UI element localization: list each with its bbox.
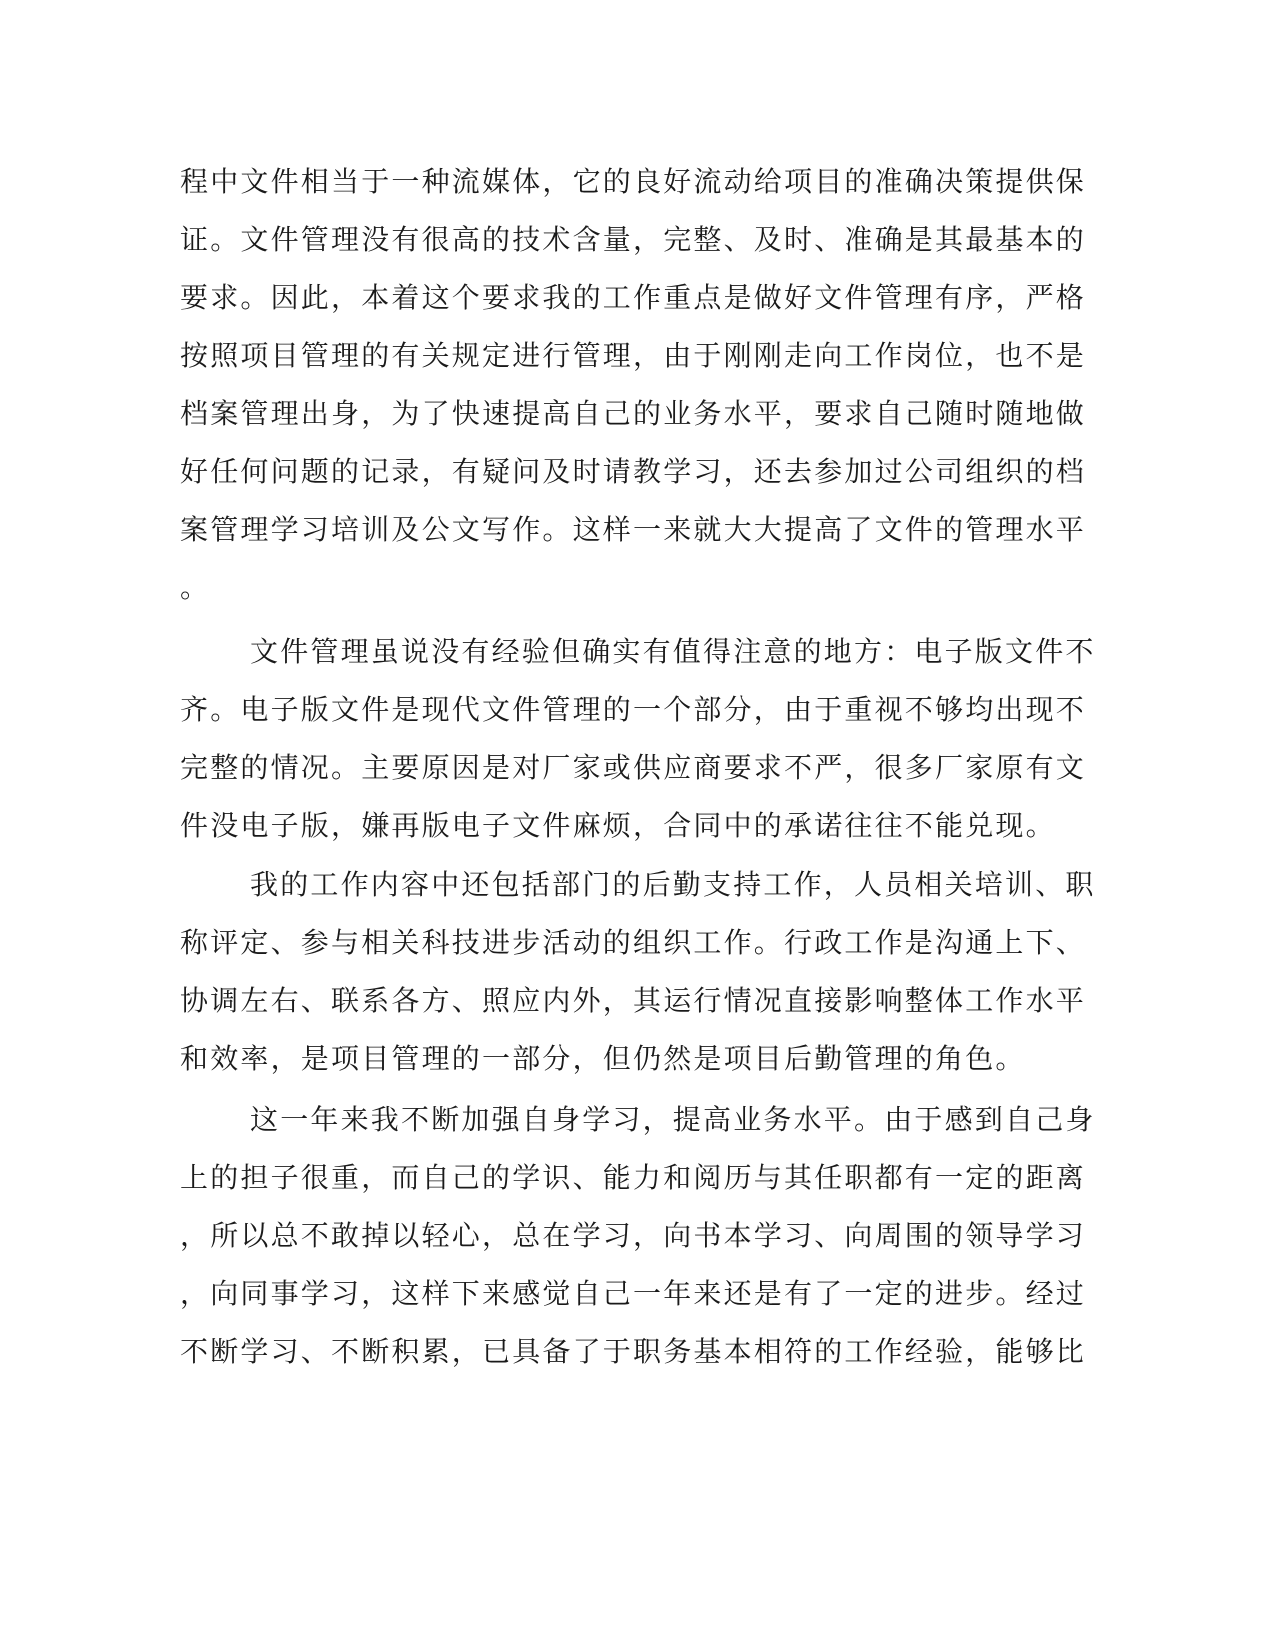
text-line: 和效率，是项目管理的一部分，但仍然是项目后勤管理的角色。 — [180, 1042, 1026, 1075]
text-line: 完整的情况。主要原因是对厂家或供应商要求不严，很多厂家原有文 — [180, 751, 1087, 784]
paragraph-first-line: 我的工作内容中还包括部门的后勤支持工作，人员相关培训、职 — [250, 868, 1096, 901]
text-line: 证。文件管理没有很高的技术含量，完整、及时、准确是其最基本的 — [180, 223, 1087, 256]
text-line: 程中文件相当于一种流媒体，它的良好流动给项目的准确决策提供保 — [180, 165, 1087, 198]
text-line: 件没电子版，嫌再版电子文件麻烦，合同中的承诺往往不能兑现。 — [180, 809, 1056, 842]
paragraph-first-line: 文件管理虽说没有经验但确实有值得注意的地方：电子版文件不 — [250, 635, 1096, 668]
text-line: 不断学习、不断积累，已具备了于职务基本相符的工作经验，能够比 — [180, 1335, 1087, 1368]
text-line: 档案管理出身，为了快速提高自己的业务水平，要求自己随时随地做 — [180, 397, 1087, 430]
text-line: 要求。因此，本着这个要求我的工作重点是做好文件管理有序，严格 — [180, 281, 1087, 314]
text-line: 协调左右、联系各方、照应内外，其运行情况直接影响整体工作水平 — [180, 984, 1087, 1017]
text-line: 齐。电子版文件是现代文件管理的一个部分，由于重视不够均出现不 — [180, 693, 1087, 726]
text-line: ，所以总不敢掉以轻心，总在学习，向书本学习、向周围的领导学习 — [180, 1219, 1087, 1252]
text-line: 好任何问题的记录，有疑问及时请教学习，还去参加过公司组织的档 — [180, 455, 1087, 488]
text-line: 。 — [180, 571, 211, 604]
paragraph-first-line: 这一年来我不断加强自身学习，提高业务水平。由于感到自己身 — [250, 1103, 1096, 1136]
text-line: 称评定、参与相关科技进步活动的组织工作。行政工作是沟通上下、 — [180, 926, 1087, 959]
text-line: 案管理学习培训及公文写作。这样一来就大大提高了文件的管理水平 — [180, 513, 1087, 546]
text-line: 按照项目管理的有关规定进行管理，由于刚刚走向工作岗位，也不是 — [180, 339, 1087, 372]
text-line: ，向同事学习，这样下来感觉自己一年来还是有了一定的进步。经过 — [180, 1277, 1087, 1310]
text-line: 上的担子很重，而自己的学识、能力和阅历与其任职都有一定的距离 — [180, 1161, 1087, 1194]
